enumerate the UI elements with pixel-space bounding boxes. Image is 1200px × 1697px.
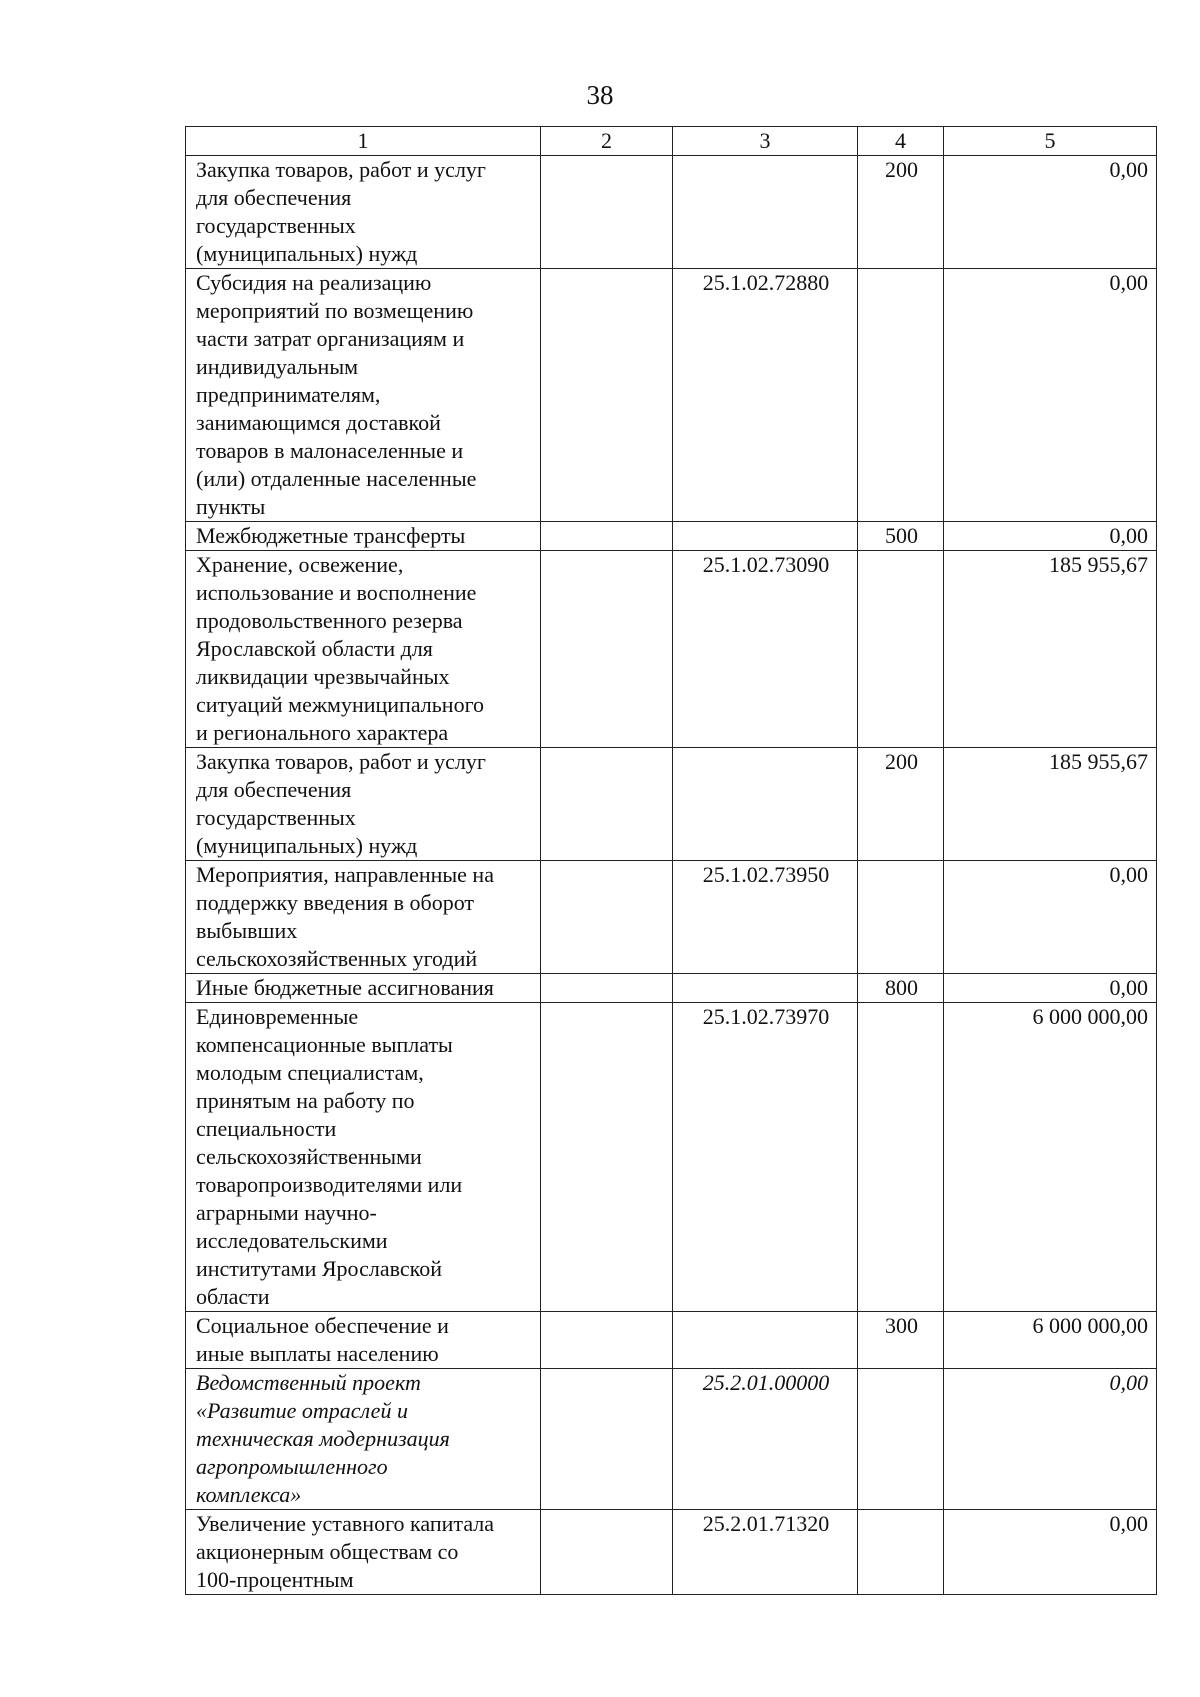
row-col2-cell: [541, 269, 673, 522]
row-name-cell: [186, 748, 541, 861]
row-col2-cell: [541, 1369, 673, 1510]
row-code-cell: [673, 522, 858, 551]
row-name-cell: [186, 269, 541, 522]
table-row: [186, 974, 1157, 1003]
row-name-line: Субсидия на реализацию: [196, 270, 432, 295]
row-type-cell: 800: [858, 974, 944, 1003]
row-name-line: товаров в малонаселенные и: [196, 438, 464, 463]
row-name-line: (или) отдаленные населенные: [196, 466, 477, 491]
row-name-cell: [186, 551, 541, 748]
row-sum-cell: 0,00: [944, 156, 1157, 269]
row-name-cell: [186, 156, 541, 269]
row-name-line: занимающимся доставкой: [196, 410, 441, 435]
row-name-line: Закупка товаров, работ и услуг: [196, 749, 486, 774]
row-name-line: институтами Ярославской: [196, 1256, 442, 1281]
row-type-cell: [858, 1003, 944, 1312]
row-name-line: аграрными научно-: [196, 1200, 377, 1225]
row-type-cell: [858, 1369, 944, 1510]
row-name-line: Единовременные: [196, 1004, 359, 1029]
row-name-line: молодым специалистам,: [196, 1060, 424, 1085]
row-col2-cell: [541, 522, 673, 551]
row-code-cell: 25.1.02.73950: [673, 861, 858, 974]
row-type-cell: [858, 551, 944, 748]
column-header-5: 5: [944, 127, 1157, 156]
row-col2-cell: [541, 861, 673, 974]
row-type-cell: 200: [858, 748, 944, 861]
row-name-line: иные выплаты населению: [196, 1341, 439, 1366]
row-name-line: Ярославской области для: [196, 636, 433, 661]
row-type-cell: 300: [858, 1312, 944, 1369]
row-name-cell: [186, 1312, 541, 1369]
row-name-line: Иные бюджетные ассигнования: [196, 975, 494, 1000]
row-name-line: 100-процентным: [196, 1567, 354, 1592]
row-name-line: индивидуальным: [196, 354, 359, 379]
row-code-cell: 25.1.02.73970: [673, 1003, 858, 1312]
table-row: [186, 1003, 1157, 1312]
row-name-line: и регионального характера: [196, 720, 449, 745]
row-code-cell: 25.1.02.73090: [673, 551, 858, 748]
row-name-line: специальности: [196, 1116, 337, 1141]
row-name-cell: [186, 1510, 541, 1595]
row-col2-cell: [541, 748, 673, 861]
row-name-line: агропромышленного: [196, 1454, 388, 1479]
row-type-cell: [858, 269, 944, 522]
row-code-cell: [673, 1312, 858, 1369]
row-name-line: сельскохозяйственными: [196, 1144, 422, 1169]
row-name-cell: [186, 1003, 541, 1312]
row-type-cell: [858, 1510, 944, 1595]
row-sum-cell: 6 000 000,00: [944, 1312, 1157, 1369]
column-header-1: 1: [186, 127, 541, 156]
table-row: [186, 551, 1157, 748]
row-col2-cell: [541, 1003, 673, 1312]
column-header-4: 4: [858, 127, 944, 156]
table-row: [186, 1369, 1157, 1510]
row-name-line: Ведомственный проект: [196, 1370, 421, 1395]
row-col2-cell: [541, 1510, 673, 1595]
row-name-line: товаропроизводителями или: [196, 1172, 463, 1197]
row-name-line: Закупка товаров, работ и услуг: [196, 157, 486, 182]
table-body: [186, 156, 1157, 1595]
row-sum-cell: 0,00: [944, 269, 1157, 522]
row-name-line: ситуаций межмуниципального: [196, 692, 485, 717]
row-name-line: ликвидации чрезвычайных: [196, 664, 450, 689]
row-name-line: предпринимателям,: [196, 382, 381, 407]
row-name-line: части затрат организациям и: [196, 326, 465, 351]
row-col2-cell: [541, 551, 673, 748]
row-name-line: Хранение, освежение,: [196, 552, 404, 577]
row-name-line: выбывших: [196, 918, 298, 943]
row-name-line: «Развитие отраслей и: [196, 1398, 408, 1423]
row-sum-cell: 6 000 000,00: [944, 1003, 1157, 1312]
row-name-line: Мероприятия, направленные на: [196, 862, 494, 887]
row-name-line: государственных: [196, 805, 356, 830]
row-type-cell: 200: [858, 156, 944, 269]
row-name-line: пункты: [196, 494, 266, 519]
row-name-line: поддержку введения в оборот: [196, 890, 475, 915]
row-col2-cell: [541, 974, 673, 1003]
table-header: [186, 127, 1157, 156]
header-row: [186, 127, 1157, 156]
row-sum-cell: 0,00: [944, 522, 1157, 551]
row-name-line: для обеспечения: [196, 777, 352, 802]
row-name-line: (муниципальных) нужд: [196, 833, 418, 858]
row-name-line: сельскохозяйственных угодий: [196, 946, 478, 971]
row-code-cell: [673, 156, 858, 269]
row-name-line: принятым на работу по: [196, 1088, 415, 1113]
row-name-line: мероприятий по возмещению: [196, 298, 474, 323]
row-code-cell: 25.2.01.71320: [673, 1510, 858, 1595]
row-code-cell: [673, 974, 858, 1003]
table-row: [186, 522, 1157, 551]
row-name-line: государственных: [196, 213, 356, 238]
row-code-cell: [673, 748, 858, 861]
row-sum-cell: 185 955,67: [944, 748, 1157, 861]
page-number: 38: [586, 80, 614, 110]
row-name-line: Социальное обеспечение и: [196, 1313, 449, 1338]
row-sum-cell: 185 955,67: [944, 551, 1157, 748]
row-name-line: исследовательскими: [196, 1228, 388, 1253]
row-code-cell: 25.1.02.72880: [673, 269, 858, 522]
row-name-line: техническая модернизация: [196, 1426, 450, 1451]
column-header-2: 2: [541, 127, 673, 156]
row-name-cell: [186, 1369, 541, 1510]
table-row: [186, 1312, 1157, 1369]
row-type-cell: [858, 861, 944, 974]
table-row: [186, 156, 1157, 269]
row-name-line: акционерным обществам со: [196, 1539, 459, 1564]
row-name-line: Межбюджетные трансферты: [196, 523, 466, 548]
row-name-line: использование и восполнение: [196, 580, 477, 605]
table-row: [186, 269, 1157, 522]
row-name-cell: [186, 522, 541, 551]
row-name-line: для обеспечения: [196, 185, 352, 210]
row-col2-cell: [541, 1312, 673, 1369]
row-sum-cell: 0,00: [944, 974, 1157, 1003]
budget-table: [185, 126, 1157, 1595]
table-row: [186, 1510, 1157, 1595]
row-name-line: (муниципальных) нужд: [196, 241, 418, 266]
row-sum-cell: 0,00: [944, 1369, 1157, 1510]
table-row: [186, 748, 1157, 861]
row-name-cell: [186, 861, 541, 974]
column-header-3: 3: [673, 127, 858, 156]
row-name-cell: [186, 974, 541, 1003]
row-code-cell: 25.2.01.00000: [673, 1369, 858, 1510]
row-name-line: продовольственного резерва: [196, 608, 463, 633]
row-sum-cell: 0,00: [944, 861, 1157, 974]
row-name-line: области: [196, 1284, 270, 1309]
table-row: [186, 861, 1157, 974]
row-name-line: Увеличение уставного капитала: [196, 1511, 495, 1536]
row-col2-cell: [541, 156, 673, 269]
row-name-line: компенсационные выплаты: [196, 1032, 453, 1057]
row-sum-cell: 0,00: [944, 1510, 1157, 1595]
row-name-line: комплекса»: [196, 1482, 302, 1507]
row-type-cell: 500: [858, 522, 944, 551]
